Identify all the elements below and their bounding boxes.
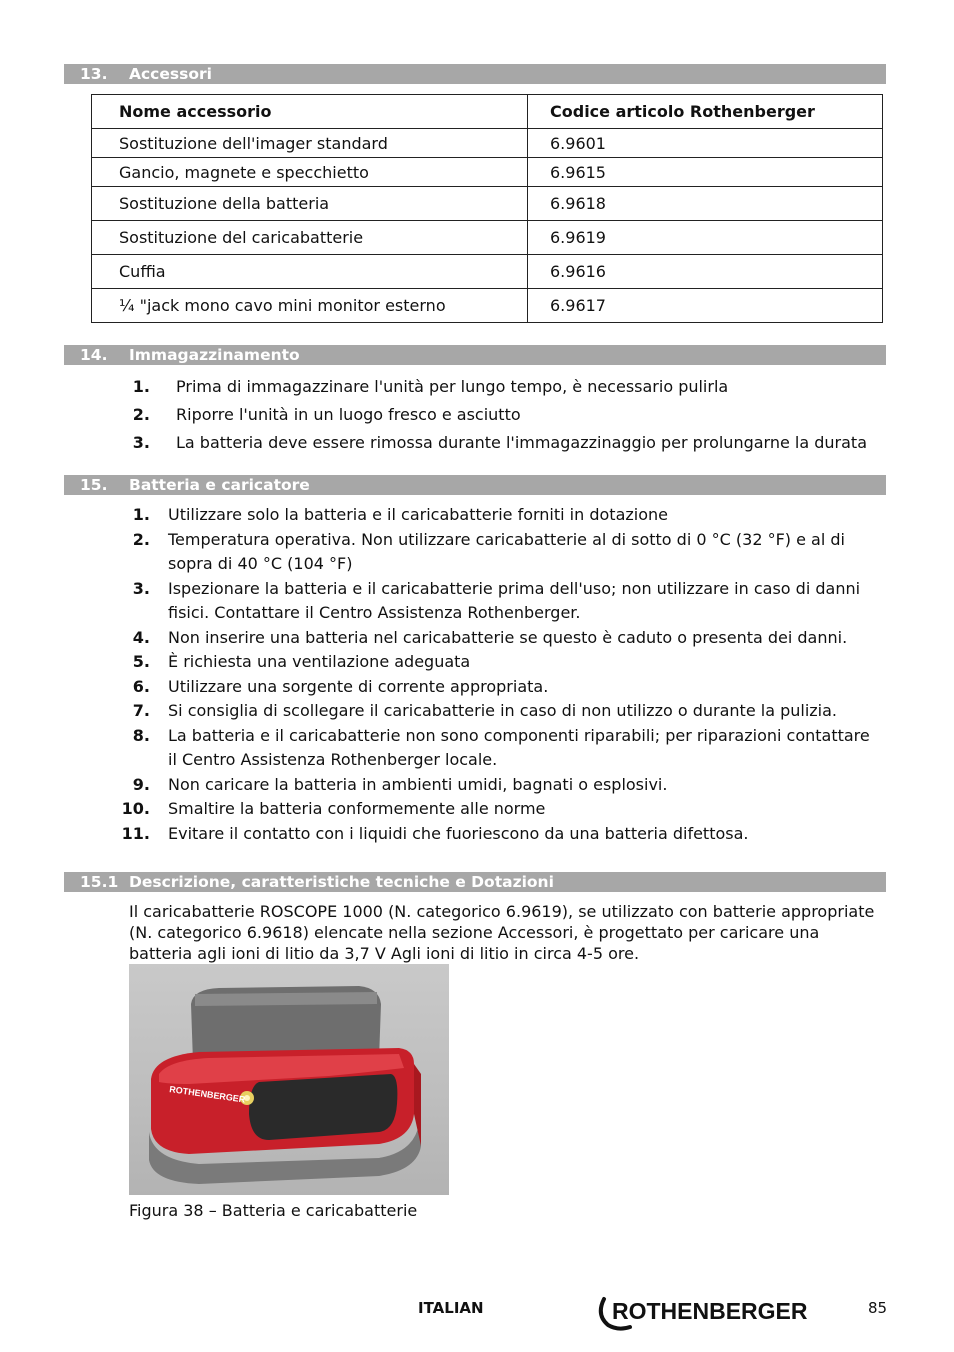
section-title: Accessori (129, 65, 212, 83)
section-header-descrizione (64, 872, 886, 892)
list-item (120, 503, 880, 528)
item-number: 5. (132, 652, 150, 671)
section-title: Batteria e caricatore (129, 476, 310, 494)
table-cell: Gancio, magnete e specchietto (92, 158, 528, 187)
section-number: 13. (80, 65, 108, 83)
item-number: 6. (132, 676, 150, 696)
list-item (120, 699, 880, 724)
accessories-table (91, 94, 883, 323)
rothenberger-logo (596, 1293, 836, 1331)
section-title: Descrizione, caratteristiche tecniche e Dotazioni (129, 873, 554, 891)
item-number: 2. (132, 405, 150, 424)
brand-logo-icon (596, 1293, 836, 1331)
table-row (92, 187, 883, 221)
list-item (120, 626, 880, 651)
table-row (92, 289, 883, 323)
list-item (120, 577, 880, 626)
charger-photo (129, 964, 449, 1195)
item-text: È richiesta una ventilazione adeguata (168, 652, 471, 671)
item-text: Riporre l'unità in un luogo fresco e asciutto (176, 405, 521, 424)
list-item (120, 797, 880, 822)
description-paragraph: Il caricabatterie ROSCOPE 1000 (N. categorico 6.9619), se utilizzato con batterie appropriate (N. categorico 6.9618) elencate nella sezione Accessori, è progettato per caricare una batteria agli ioni di litio da 3,7 V Agli ioni di litio in circa 4-5 ore. (129, 902, 875, 963)
page-number: 85 (868, 1299, 888, 1317)
item-text: Prima di immagazzinare l'unità per lungo tempo, è necessario pulirla (176, 377, 729, 396)
battery-list (120, 503, 880, 846)
list-item (120, 675, 880, 700)
item-number: 7. (132, 701, 150, 720)
table-row (92, 158, 883, 187)
svg-text:ROTHENBERGER: ROTHENBERGER (168, 1084, 246, 1105)
table-cell: 6.9617 (528, 289, 883, 323)
list-item (120, 650, 880, 675)
item-number: 4. (132, 627, 150, 647)
item-number: 3. (132, 433, 150, 452)
battery-charger-illustration (129, 964, 449, 1195)
column-header: Nome accessorio (92, 95, 528, 129)
table-row (92, 221, 883, 255)
item-text: La batteria deve essere rimossa durante l'immagazzinaggio per prolungarne la durata (176, 433, 867, 452)
list-item (128, 401, 888, 429)
storage-list (128, 373, 888, 457)
item-text: Evitare il contatto con i liquidi che fuoriescono da una batteria difettosa. (168, 823, 749, 843)
section-header-accessori (64, 64, 886, 84)
item-number: 9. (132, 774, 150, 794)
table-cell: 6.9618 (528, 187, 883, 221)
item-number: 2. (132, 529, 150, 549)
item-text: La batteria e il caricabatterie non sono componenti riparabili; per riparazioni contattare il Centro Assistenza Rothenberger locale. (168, 725, 870, 769)
table-cell: 6.9619 (528, 221, 883, 255)
table-row (92, 255, 883, 289)
section-header-immagazzinamento (64, 345, 886, 365)
list-item (120, 773, 880, 798)
list-item (120, 528, 880, 577)
item-text: Non caricare la batteria in ambienti umidi, bagnati o esplosivi. (168, 774, 668, 794)
item-number: 1. (132, 377, 150, 396)
item-number: 3. (132, 578, 150, 598)
table-cell: Sostituzione dell'imager standard (92, 129, 528, 158)
item-text: Utilizzare una sorgente di corrente appropriata. (168, 676, 549, 696)
table-cell: Sostituzione del caricabatterie (92, 221, 528, 255)
section-number: 15. (80, 476, 108, 494)
list-item (128, 429, 888, 457)
item-number: 11. (121, 823, 150, 843)
item-number: 1. (132, 505, 150, 524)
table-row (92, 129, 883, 158)
section-number: 15.1 (80, 873, 119, 891)
list-item (128, 373, 888, 401)
column-header: Codice articolo Rothenberger (528, 95, 883, 129)
list-item (120, 822, 880, 847)
table-cell: 6.9616 (528, 255, 883, 289)
figure-caption: Figura 38 – Batteria e caricabatterie (129, 1201, 418, 1220)
footer-language: ITALIAN (418, 1299, 484, 1317)
table-cell: ¼ "jack mono cavo mini monitor esterno (92, 289, 528, 323)
item-text: Utilizzare solo la batteria e il caricabatterie forniti in dotazione (168, 505, 668, 524)
item-text: Temperatura operativa. Non utilizzare caricabatterie al di sotto di 0 °C (32 °F) e al di sopra di 40 °C (104 °F) (168, 529, 845, 573)
table-cell: Sostituzione della batteria (92, 187, 528, 221)
table-cell: 6.9601 (528, 129, 883, 158)
table-cell: Cuffia (92, 255, 528, 289)
list-item (120, 724, 880, 773)
item-text: Ispezionare la batteria e il caricabatterie prima dell'uso; non utilizzare in caso di danni fisici. Contattare il Centro Assistenza Rothenberger. (168, 578, 861, 622)
item-text: Non inserire una batteria nel caricabatterie se questo è caduto o presenta dei danni. (168, 627, 848, 647)
section-number: 14. (80, 346, 108, 364)
item-text: Smaltire la batteria conformemente alle norme (168, 799, 546, 818)
item-number: 8. (132, 725, 150, 745)
table-header-row (92, 95, 883, 129)
section-header-batteria (64, 475, 886, 495)
logo-text: ROTHENBERGER (612, 1298, 808, 1324)
item-text: Si consiglia di scollegare il caricabatterie in caso di non utilizzo o durante la pulizia. (168, 701, 838, 720)
section-title: Immagazzinamento (129, 346, 300, 364)
table-cell: 6.9615 (528, 158, 883, 187)
item-number: 10. (121, 799, 150, 818)
